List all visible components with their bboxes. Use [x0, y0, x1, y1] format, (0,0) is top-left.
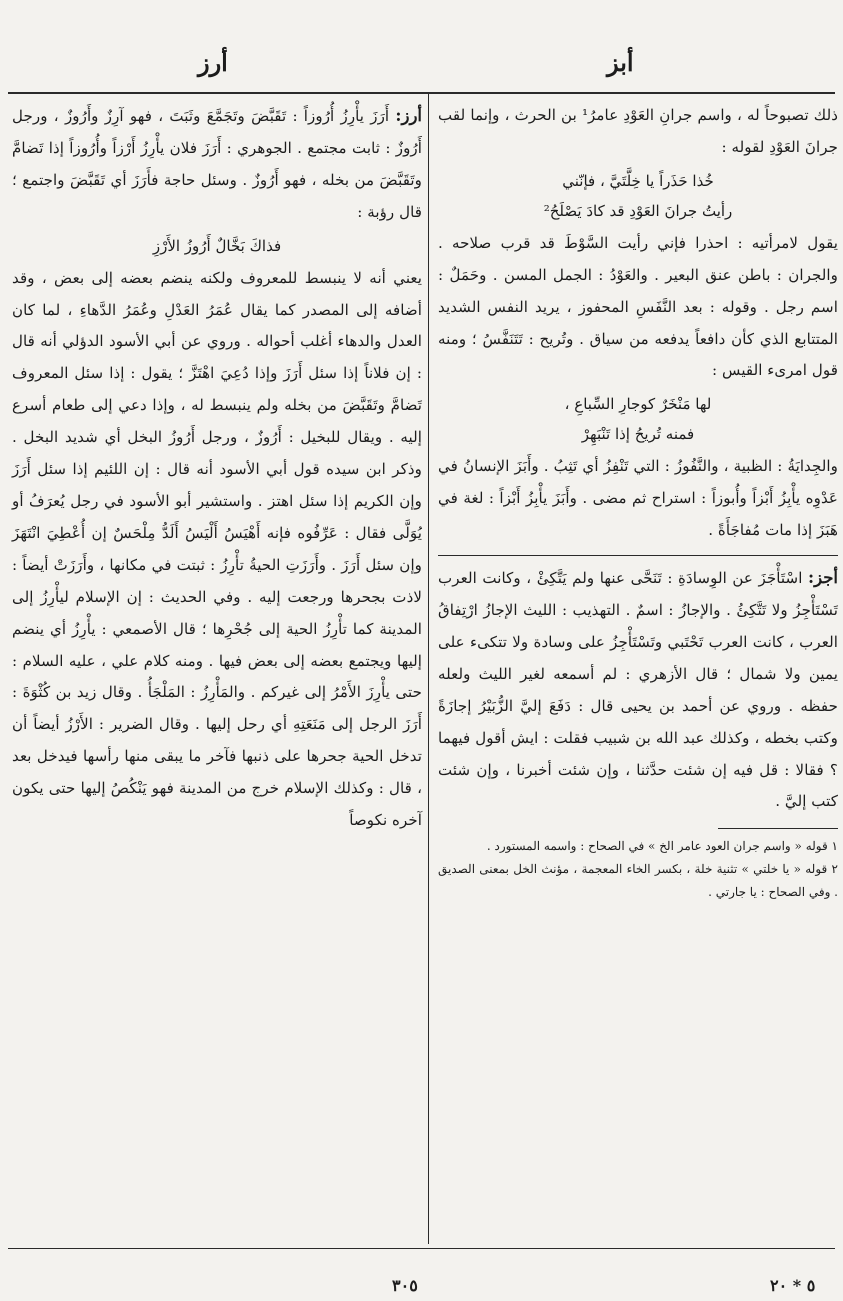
header-rule	[8, 92, 835, 94]
verse-line: خُذا حَذَراً يا خِلَّتَيَّ ، فإنّني	[562, 171, 714, 190]
right-verse-1	[438, 166, 838, 226]
footnote-2: ٢ قوله « يا خلتي » تثنية خلة ، بكسر الخاء المعجمة ، مؤنث الخل بمعنى الصديق . وفي الصحاح : يا جارتي .	[438, 862, 838, 900]
footnote-1: ١ قوله « واسم جران العود عامر الخ » في الصحاح : واسمه المستورد .	[486, 839, 838, 854]
entry-text: أَرَزَ يأْرِزُ أُرُوزاً : تَقَبَّضَ وتَجَمَّعَ وثَبَتَ ، فهو آرِزٌ وأَرُوزٌ ، ورجل أَرُوزٌ : ثابت مجتمع . الجوهري : أَرَزَ فلان يأْرِزُ أَرْزاً وأُرُوزاً إذا تَضامَّ وتَقَبَّضَ من بخله ، فهو أَرُوزٌ . وسئل حاجة فأَرَزَ أي تَقَبَّضَ واجتمع ؛ قال رؤبة :	[12, 107, 422, 221]
column-divider	[428, 94, 429, 1244]
verse-line: فذاكَ بَخَّالٌ أَرُوزُ الأَرْزِ	[152, 236, 282, 255]
entry-separator	[438, 555, 838, 556]
page-number: ٣٠٥	[392, 1276, 418, 1295]
entry-text: اسْتَأْجَزَ عن الوِسادَةِ : تَنَحَّى عنها ولم يَتَّكِئْ ، وكانت العرب تَسْتَأْجِزُ ولا تَتَّكِئُ . والإجازُ : اسمٌ . التهذيب : الليث الإجازُ ارْتِفاقُ العرب ، كانت العرب تَحْتَبي وتَسْتَأْجِزُ على وسادة ولا تتكىء على يمين ولا شمال ؛ قال الأزهري : لم أسمعه لغير الليث ولعله حفظه . وروي عن أحمد بن يحيى قال : دَفَعَ إليَّ الزُّبَيْرُ إجازَةً وكتب بخطه ، وكذلك عبد الله بن شبيب فقلت : ايش أقول فيهما ؟ فقالا : قل فيه إن شئت حدَّثنا ، وإن شئت أخبرنا ، وإن شئت كتب إليَّ .	[438, 569, 838, 811]
volume-mark: ٥ * ٢٠	[770, 1276, 816, 1295]
verse-line: لها مَنْخَرٌ كوجارِ السِّباعِ ،	[564, 395, 712, 414]
right-verse-2	[438, 389, 838, 449]
header-left-title: أرز	[198, 48, 228, 77]
footnote-rule	[718, 828, 838, 829]
verse-line: رأيتُ جرانَ العَوْدِ قد كادَ يَصْلَحُ²	[543, 201, 733, 220]
header-right-title: أبز	[607, 48, 634, 77]
right-paragraph-2: يقول لامرأتيه : احذرا فإني رأيت السَّوْطَ قد قرب صلاحه . والجران : باطن عنق البعير . والعَوْدُ : الجمل المسن . وحَمَلٌ : اسم رجل . وقوله : بعد النَّفَسِ المحفوز ، يريد النفس الشديد المتتابع الذي كأن دافعاً يدفعه من سياق . وتُريح : تَتَنَفَّسُ ؛ ومنه قول امرىء القيس :	[438, 233, 838, 380]
left-verse-1	[12, 231, 422, 261]
footer-rule	[8, 1248, 835, 1249]
entry-ajz	[438, 562, 838, 818]
verse-line: فمنه تُريحُ إذا تَنْبَهِرْ	[581, 425, 695, 444]
entry-arz	[12, 100, 422, 229]
entry-headword: أرز:	[395, 106, 423, 125]
right-paragraph-1: ذلك تصبوحاً له ، واسم جرانِ العَوْدِ عامرُ¹ بن الحرث ، وإنما لقب جرانَ العَوْدِ لقوله :	[438, 106, 838, 156]
right-paragraph-3: والجِدايَةُ : الظبية ، والنَّفُوزُ : التي تَنْفِزُ أي تَثِبُ . وأَبَزَ الإنسانُ في عَدْوِه يأْبِزُ أَبْزاً وأُبوزاً : استراح ثم مضى . وأَبَزَ يأْبِزُ أَبْزاً : لغة في هَبَزَ إذا مات مُفاجَأَةً .	[438, 457, 838, 540]
entry-headword: أجز:	[808, 568, 839, 588]
left-column	[12, 100, 422, 837]
left-paragraph-2: يعني أنه لا ينبسط للمعروف ولكنه ينضم بعضه إلى بعض ، وقد أضافه إلى المصدر كما يقال عُمَرُ العَدْلِ وعُمَرُ الدَّهاءِ ، لما كان العدل والدهاء أغلب أحواله . وروي عن أبي الأسود الدؤلي أنه قال : إن فلاناً إذا سئل أَرَزَ وإذا دُعِيَ اهْتَزَّ ؛ يقول : إذا سئل المعروف تَضامَّ وتَقَبَّضَ من بخله ولم ينبسط له ، وإذا دعي إلى طعام أسرع إليه . ويقال للبخيل : أَرُوزٌ ، ورجل أَرُوزُ البخل أي شديد البخل . وذكر ابن سيده قول أبي الأسود أنه قال : إن اللئيم إذا سئل أَرَزَ وإن الكريم إذا سئل اهتز . واستشير أبو الأسود في رجل يُعرَفُ أو يُوَلَّى فقال : عَرِّفُوه فإنه أَهْيَسُ أَلْيَسُ أَلَدُّ مِلْحَسٌ إن أُعْطِيَ انْتَهَزَ وإن سئل أَرَزَ . وأَرَزَتِ الحيةُ تأْرِزُ : ثبتت في مكانها ، وأَرَزَتْ أيضاً : لاذت بجحرها ورجعت إليه . وفي الحديث : إن الإسلام ليأْرِزُ إلى المدينة كما تأْرِزُ الحية إلى جُحْرِها ؛ قال الأصمعي : يأْرِزُ أي ينضم إليها ويجتمع بعضه إلى بعض فيها . ومنه كلام علي ، عليه السلام : حتى يأْرِزَ الأَمْرُ إلى غيركم . والمَأْرِزُ : المَلْجَأُ . وقال زيد بن كُثْوَةَ : أَرَزَ الرجل إلى مَنَعَتِهِ أي رحل إليها . وقال الضرير : الأَرْزُ أيضاً أن تدخل الحية جحرها على ذنبها فآخر ما يبقى منها رأسها فيدخل بعد ، قال : وكذلك الإسلام خرج من المدينة فهو يَنْكُصُ إليها حتى يكون آخره نكوصاً	[12, 268, 422, 830]
right-column	[438, 100, 838, 904]
